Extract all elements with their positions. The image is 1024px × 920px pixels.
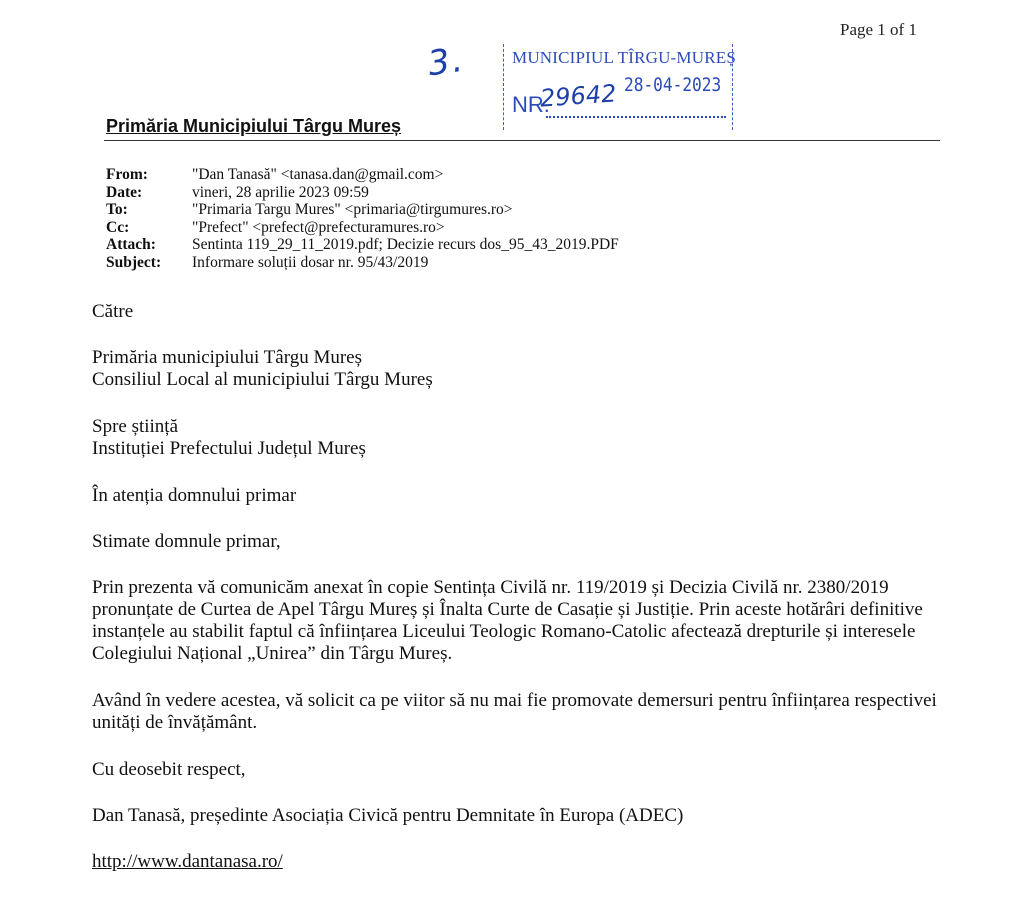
body-paragraph-2: Având în vedere acestea, vă solicit ca pe viitor să nu mai fie promovate demersuri pentru înființarea respectivei unități de învățământ. xyxy=(92,690,937,733)
organization-header: Primăria Municipiului Târgu Mureș xyxy=(106,116,402,136)
page-indicator: Page 1 of 1 xyxy=(840,20,917,39)
subject-label: Subject: xyxy=(106,253,162,271)
attach-value: Sentinta 119_29_11_2019.pdf; Decizie recurs dos_95_43_2019.PDF xyxy=(192,236,619,253)
subject-value: Informare soluții dosar nr. 95/43/2019 xyxy=(192,253,429,271)
closing: Cu deosebit respect, xyxy=(92,759,246,780)
meta-row-subject xyxy=(106,254,619,272)
addressee-line-2: Consiliul Local al municipiului Târgu Mureș xyxy=(92,369,433,390)
header-rule xyxy=(104,140,940,141)
email-metadata xyxy=(106,166,619,271)
cc-value: "Prefect" <prefect@prefecturamures.ro> xyxy=(192,218,445,236)
handwritten-number: 3. xyxy=(425,39,468,85)
attach-label: Attach: xyxy=(106,236,156,253)
stamp-date: 28-04-2023 xyxy=(624,74,722,96)
cc-heading: Spre știință xyxy=(92,416,179,437)
stamp-nr-label: NR. xyxy=(512,92,550,117)
meta-row-to xyxy=(106,201,619,219)
signature: Dan Tanasă, președinte Asociația Civică pentru Demnitate în Europa (ADEC) xyxy=(92,805,684,826)
from-value: "Dan Tanasă" <tanasa.dan@gmail.com> xyxy=(192,166,444,183)
salutation: Stimate domnule primar, xyxy=(92,531,281,552)
to-value: "Primaria Targu Mures" <primaria@tirgumures.ro> xyxy=(192,201,513,218)
stamp-organization: MUNICIPIUL TÎRGU-MUREȘ xyxy=(512,48,736,67)
addressee-block xyxy=(92,347,942,391)
meta-row-from xyxy=(106,166,619,184)
body-paragraph-1: Prin prezenta vă comunicăm anexat în copie Sentința Civilă nr. 119/2019 și Decizia Civilă nr. 2380/2019 pronunțate de Curtea de Apel Târgu Mureș și Înalta Curte de Casație și Justiție. Prin aceste hotărâri definitive instanțele au stabilit faptul că înființarea Liceului Teologic Romano-Catolic afectează drepturile și interesele Colegiului Național „Unirea” din Târgu Mureș. xyxy=(92,577,923,664)
cc-label: Cc: xyxy=(106,218,130,236)
from-label: From: xyxy=(106,166,148,183)
attention-line: În atenția domnului primar xyxy=(92,485,297,506)
stamp-nr-value: 29642 xyxy=(539,79,618,113)
cc-line: Instituției Prefectului Județul Mureș xyxy=(92,438,366,459)
addressee-line-1: Primăria municipiului Târgu Mureș xyxy=(92,347,363,368)
addressee-heading: Către xyxy=(92,301,134,322)
meta-row-attach xyxy=(106,236,619,254)
registration-stamp xyxy=(503,44,736,130)
meta-row-cc xyxy=(106,219,619,237)
website-link[interactable]: http://www.dantanasa.ro/ xyxy=(92,851,283,872)
date-label: Date: xyxy=(106,183,143,201)
date-value: vineri, 28 aprilie 2023 09:59 xyxy=(192,183,369,201)
to-label: To: xyxy=(106,201,128,218)
stamp-dotted-line xyxy=(546,116,726,118)
cc-block xyxy=(92,416,942,460)
meta-row-date xyxy=(106,184,619,202)
